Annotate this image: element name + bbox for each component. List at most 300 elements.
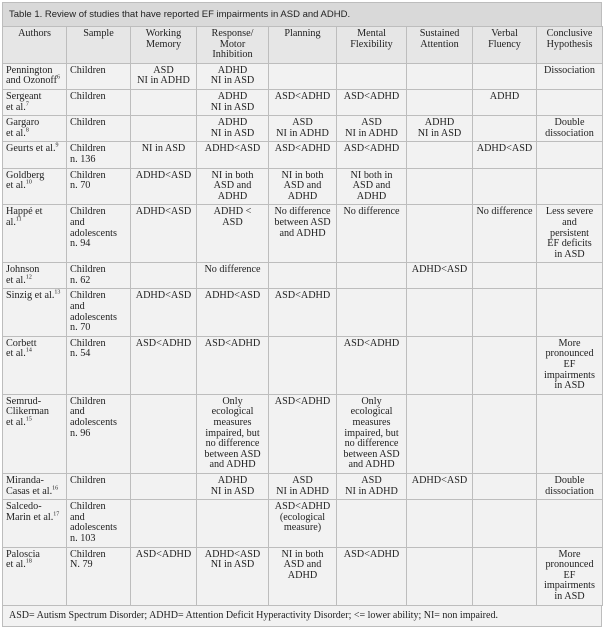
cell-text: ASD<ADHD xyxy=(274,395,331,407)
cell-text: dissociation xyxy=(545,485,594,497)
cell-text: Children xyxy=(70,206,106,218)
author-text: Casas et al.$^{16}$ xyxy=(6,485,59,497)
cell-verbal-fluency xyxy=(473,394,537,473)
cell-sustained-attention xyxy=(407,263,473,289)
cell-sample xyxy=(67,89,131,115)
cell-text: Children xyxy=(70,548,106,560)
header-text: Planning xyxy=(284,28,321,39)
author-text: Pennington xyxy=(6,64,53,76)
table-row xyxy=(3,116,603,142)
cell-sample xyxy=(67,116,131,142)
cell-response-inhibition xyxy=(197,142,269,168)
cell-text: EF deficits xyxy=(547,238,592,250)
reference-number: 8 xyxy=(25,127,29,134)
cell-conclusive-hypothesis xyxy=(537,263,603,289)
cell-text: pronounced xyxy=(545,559,594,571)
author-text: al.$^{11}$ xyxy=(6,216,22,228)
table-row xyxy=(3,89,603,115)
cell-text: ADHD<ASD xyxy=(135,206,192,218)
cell-sustained-attention xyxy=(407,89,473,115)
cell-text: ADHD xyxy=(217,64,248,76)
cell-working-memory xyxy=(131,89,197,115)
header-verbal-fluency xyxy=(473,27,537,64)
cell-text: ADHD<ASD xyxy=(476,143,533,155)
cell-authors xyxy=(3,394,67,473)
cell-text: NI in ASD xyxy=(210,127,255,139)
cell-text: NI in both xyxy=(211,169,254,181)
cell-text: ASD and xyxy=(352,180,391,192)
cell-planning xyxy=(269,289,337,336)
cell-text: ADHD xyxy=(217,90,248,102)
cell-sample xyxy=(67,336,131,394)
cell-verbal-fluency xyxy=(473,205,537,263)
cell-text: ADHD<ASD xyxy=(135,169,192,181)
table-footnote: ASD= Autism Spectrum Disorder; ADHD= Attention Deficit Hyperactivity Disorder; <= lower ability; NI= non impaired. xyxy=(2,606,602,627)
review-table xyxy=(2,26,603,606)
cell-text: n. 96 xyxy=(70,427,91,439)
cell-text: ASD xyxy=(361,474,382,486)
cell-text: More xyxy=(558,337,581,349)
reference-number: 16 xyxy=(52,485,59,492)
cell-response-inhibition xyxy=(197,205,269,263)
cell-authors xyxy=(3,500,67,547)
cell-text: Less severe xyxy=(545,206,594,218)
cell-text: dissociation xyxy=(545,127,594,139)
cell-text: More xyxy=(558,548,581,560)
cell-text: adolescents xyxy=(70,522,117,534)
author-text: Johnson xyxy=(6,264,40,276)
cell-authors xyxy=(3,289,67,336)
cell-authors xyxy=(3,89,67,115)
cell-text: Only xyxy=(222,395,243,407)
cell-authors xyxy=(3,63,67,89)
cell-verbal-fluency xyxy=(473,500,537,547)
table-row xyxy=(3,394,603,473)
author-text: Clikerman xyxy=(6,406,50,418)
cell-planning xyxy=(269,547,337,605)
header-text: Response/ xyxy=(211,28,254,39)
header-row xyxy=(3,27,603,64)
cell-text: n. 136 xyxy=(70,153,96,165)
header-text: Flexibility xyxy=(350,38,393,50)
cell-planning xyxy=(269,336,337,394)
table-row xyxy=(3,547,603,605)
cell-text: Double xyxy=(554,117,585,129)
cell-sample xyxy=(67,205,131,263)
cell-mental-flexibility xyxy=(337,63,407,89)
cell-sustained-attention xyxy=(407,547,473,605)
header-text: Sustained xyxy=(419,28,460,39)
cell-text: ASD xyxy=(153,64,174,76)
cell-conclusive-hypothesis xyxy=(537,116,603,142)
cell-text: NI in ADHD xyxy=(345,485,398,497)
cell-text: ADHD xyxy=(217,117,248,129)
cell-text: n. 70 xyxy=(70,180,91,192)
header-text: Hypothesis xyxy=(546,38,593,50)
cell-authors xyxy=(3,168,67,205)
author-text: and Ozonoff$^6$ xyxy=(6,74,61,87)
cell-text: impairments xyxy=(544,580,595,592)
cell-text: NI in ASD xyxy=(141,143,186,155)
table-row xyxy=(3,63,603,89)
author-text: Marin et al.$^{17}$ xyxy=(6,511,60,523)
cell-text: measure) xyxy=(283,522,322,534)
author-text: Miranda- xyxy=(6,474,44,486)
cell-text: ADHD<ASD xyxy=(204,548,261,560)
table-row xyxy=(3,473,603,499)
cell-text: ASD<ADHD xyxy=(274,90,331,102)
cell-sustained-attention xyxy=(407,63,473,89)
cell-sustained-attention xyxy=(407,142,473,168)
cell-text: ASD xyxy=(222,216,243,228)
cell-working-memory xyxy=(131,205,197,263)
cell-text: n. 103 xyxy=(70,532,96,544)
reference-number: 12 xyxy=(25,274,32,281)
cell-text: n. 54 xyxy=(70,348,91,360)
header-text: Sample xyxy=(83,28,114,39)
cell-conclusive-hypothesis xyxy=(537,336,603,394)
cell-text: ADHD < xyxy=(213,206,252,218)
cell-text: and xyxy=(70,301,85,313)
cell-mental-flexibility xyxy=(337,336,407,394)
cell-verbal-fluency xyxy=(473,116,537,142)
cell-sustained-attention xyxy=(407,336,473,394)
cell-response-inhibition xyxy=(197,63,269,89)
cell-working-memory xyxy=(131,473,197,499)
cell-text: ADHD xyxy=(217,190,248,202)
cell-text: and ADHD xyxy=(348,459,395,471)
cell-text: ADHD xyxy=(489,90,520,102)
cell-text: ASD and xyxy=(283,180,322,192)
cell-working-memory xyxy=(131,500,197,547)
author-text: Corbett xyxy=(6,337,37,349)
cell-text: ADHD<ASD xyxy=(411,264,468,276)
header-response-inhibition xyxy=(197,27,269,64)
cell-response-inhibition xyxy=(197,336,269,394)
cell-sample xyxy=(67,63,131,89)
table-row xyxy=(3,168,603,205)
cell-planning xyxy=(269,63,337,89)
cell-mental-flexibility xyxy=(337,263,407,289)
cell-text: ASD xyxy=(292,474,313,486)
cell-conclusive-hypothesis xyxy=(537,168,603,205)
reference-number: 6 xyxy=(57,74,61,81)
cell-text: impaired, but xyxy=(205,427,260,439)
cell-working-memory xyxy=(131,116,197,142)
cell-planning xyxy=(269,500,337,547)
cell-conclusive-hypothesis xyxy=(537,547,603,605)
cell-text: (ecological xyxy=(279,511,326,523)
cell-planning xyxy=(269,473,337,499)
header-text: Mental xyxy=(357,28,386,39)
cell-text: ecological xyxy=(350,406,393,418)
cell-working-memory xyxy=(131,168,197,205)
cell-text: ADHD xyxy=(217,474,248,486)
cell-text: NI in ADHD xyxy=(276,127,329,139)
cell-text: NI in ADHD xyxy=(345,127,398,139)
cell-text: ADHD xyxy=(424,117,455,129)
header-mental-flexibility xyxy=(337,27,407,64)
cell-authors xyxy=(3,336,67,394)
table-row xyxy=(3,205,603,263)
cell-text: Children xyxy=(70,143,106,155)
cell-response-inhibition xyxy=(197,116,269,142)
author-text: et al.$^{10}$ xyxy=(6,179,32,192)
cell-working-memory xyxy=(131,63,197,89)
author-text: Salcedo- xyxy=(6,501,42,513)
cell-text: ASD<ADHD xyxy=(274,501,331,513)
header-text: Motor xyxy=(219,38,246,50)
cell-text: NI in ADHD xyxy=(137,75,190,87)
cell-response-inhibition xyxy=(197,394,269,473)
cell-response-inhibition xyxy=(197,500,269,547)
cell-text: ADHD xyxy=(287,190,318,202)
table-row xyxy=(3,289,603,336)
cell-sample xyxy=(67,263,131,289)
header-text: Memory xyxy=(145,38,182,50)
cell-working-memory xyxy=(131,142,197,168)
cell-mental-flexibility xyxy=(337,500,407,547)
author-text: et al.$^{12}$ xyxy=(6,274,32,286)
cell-authors xyxy=(3,263,67,289)
cell-conclusive-hypothesis xyxy=(537,394,603,473)
header-text: Authors xyxy=(18,28,51,39)
cell-verbal-fluency xyxy=(473,289,537,336)
cell-text: No difference xyxy=(204,264,261,276)
cell-text: n. 62 xyxy=(70,274,91,286)
cell-text: ASD<ADHD xyxy=(274,143,331,155)
header-text: Attention xyxy=(420,38,459,50)
cell-text: persistent xyxy=(549,227,590,239)
cell-text: adolescents xyxy=(70,227,117,239)
author-text: et al.$^{15}$ xyxy=(6,416,32,428)
cell-sample xyxy=(67,547,131,605)
cell-conclusive-hypothesis xyxy=(537,500,603,547)
cell-text: measures xyxy=(213,417,252,428)
header-text: Verbal xyxy=(491,28,518,39)
cell-verbal-fluency xyxy=(473,168,537,205)
cell-authors xyxy=(3,547,67,605)
cell-text: ASD<ADHD xyxy=(343,90,400,102)
cell-text: n. 70 xyxy=(70,322,91,334)
cell-verbal-fluency xyxy=(473,473,537,499)
cell-verbal-fluency xyxy=(473,89,537,115)
author-text: Geurts et al.$^9$ xyxy=(6,142,59,155)
reference-number: 15 xyxy=(25,416,32,423)
cell-working-memory xyxy=(131,336,197,394)
cell-text: ASD<ADHD xyxy=(135,337,192,349)
cell-text: between ASD xyxy=(274,216,331,228)
reference-number: 14 xyxy=(25,348,32,355)
cell-text: NI in ASD xyxy=(417,127,462,139)
cell-text: ADHD xyxy=(287,569,318,581)
cell-text: ADHD<ASD xyxy=(135,290,192,302)
cell-working-memory xyxy=(131,394,197,473)
cell-text: NI in ASD xyxy=(210,101,255,113)
cell-conclusive-hypothesis xyxy=(537,142,603,168)
header-text: Conclusive xyxy=(546,28,593,39)
cell-text: ASD xyxy=(361,117,382,129)
cell-conclusive-hypothesis xyxy=(537,205,603,263)
reference-number: 13 xyxy=(54,290,61,297)
cell-planning xyxy=(269,116,337,142)
cell-sustained-attention xyxy=(407,116,473,142)
cell-working-memory xyxy=(131,547,197,605)
author-text: Sinzig et al.$^{13}$ xyxy=(6,290,61,302)
cell-text: and xyxy=(70,216,85,228)
cell-text: Children xyxy=(70,395,106,407)
cell-text: No difference xyxy=(476,206,533,218)
cell-text: EF xyxy=(563,359,576,371)
cell-response-inhibition xyxy=(197,547,269,605)
reference-number: 9 xyxy=(55,142,59,149)
cell-text: NI in ASD xyxy=(210,75,255,87)
cell-text: Children xyxy=(70,169,106,181)
cell-working-memory xyxy=(131,289,197,336)
cell-text: No difference xyxy=(343,206,400,218)
cell-text: NI both in xyxy=(350,169,393,181)
header-working-memory xyxy=(131,27,197,64)
cell-text: impairments xyxy=(544,369,595,381)
cell-text: ADHD<ASD xyxy=(411,474,468,486)
cell-planning xyxy=(269,263,337,289)
cell-sample xyxy=(67,168,131,205)
cell-text: Only xyxy=(361,395,382,407)
cell-mental-flexibility xyxy=(337,89,407,115)
header-sustained-attention xyxy=(407,27,473,64)
cell-text: ASD<ADHD xyxy=(343,337,400,349)
cell-text: NI in ASD xyxy=(210,559,255,571)
cell-text: Children xyxy=(70,64,106,76)
cell-text: adolescents xyxy=(70,311,117,323)
cell-mental-flexibility xyxy=(337,142,407,168)
cell-planning xyxy=(269,168,337,205)
cell-text: ASD<ADHD xyxy=(343,548,400,560)
cell-text: impaired, but xyxy=(344,427,399,439)
header-text: Working xyxy=(145,28,182,39)
cell-sustained-attention xyxy=(407,205,473,263)
cell-text: in ASD xyxy=(554,248,585,260)
cell-text: ASD xyxy=(292,117,313,129)
table-caption: Table 1. Review of studies that have reported EF impairments in ASD and ADHD. xyxy=(2,2,602,26)
cell-mental-flexibility xyxy=(337,473,407,499)
cell-text: n. 94 xyxy=(70,238,91,250)
table-row xyxy=(3,263,603,289)
author-text: Goldberg xyxy=(6,169,45,181)
cell-sustained-attention xyxy=(407,473,473,499)
reference-number: 17 xyxy=(53,511,60,518)
header-planning xyxy=(269,27,337,64)
cell-text: NI in ADHD xyxy=(276,485,329,497)
cell-text: Children xyxy=(70,474,106,486)
cell-text: no difference xyxy=(205,438,260,450)
cell-text: No difference xyxy=(274,206,331,218)
cell-text: and xyxy=(70,511,85,523)
cell-conclusive-hypothesis xyxy=(537,473,603,499)
author-text: Gargaro xyxy=(6,117,40,129)
cell-response-inhibition xyxy=(197,168,269,205)
cell-text: Dissociation xyxy=(544,64,595,76)
header-text: Inhibition xyxy=(212,49,253,61)
cell-text: ASD<ADHD xyxy=(135,548,192,560)
cell-response-inhibition xyxy=(197,289,269,336)
cell-mental-flexibility xyxy=(337,547,407,605)
cell-text: ASD and xyxy=(283,559,322,571)
table-figure xyxy=(2,2,602,627)
cell-text: pronounced xyxy=(545,348,594,360)
header-conclusive-hypothesis xyxy=(537,27,603,64)
cell-sustained-attention xyxy=(407,289,473,336)
author-text: Sergeant xyxy=(6,90,42,102)
cell-text: NI in both xyxy=(281,169,324,181)
cell-sample xyxy=(67,142,131,168)
author-text: Semrud- xyxy=(6,395,42,407)
cell-text: adolescents xyxy=(70,417,117,428)
cell-text: NI in both xyxy=(281,548,324,560)
cell-text: ASD<ADHD xyxy=(274,290,331,302)
cell-mental-flexibility xyxy=(337,289,407,336)
cell-planning xyxy=(269,394,337,473)
cell-mental-flexibility xyxy=(337,116,407,142)
cell-sample xyxy=(67,473,131,499)
cell-text: and ADHD xyxy=(209,459,256,471)
cell-mental-flexibility xyxy=(337,394,407,473)
cell-text: and ADHD xyxy=(279,227,326,239)
cell-text: measures xyxy=(352,417,391,428)
cell-text: EF xyxy=(563,569,576,581)
table-body xyxy=(3,63,603,605)
reference-number: 11 xyxy=(15,216,22,223)
header-authors xyxy=(3,27,67,64)
cell-text: Children xyxy=(70,264,106,276)
author-text: Paloscia xyxy=(6,548,40,560)
cell-text: between ASD xyxy=(343,448,400,460)
reference-number: 18 xyxy=(25,558,32,565)
cell-planning xyxy=(269,142,337,168)
header-text: Fluency xyxy=(488,38,521,50)
cell-response-inhibition xyxy=(197,473,269,499)
cell-text: Double xyxy=(554,474,585,486)
cell-mental-flexibility xyxy=(337,168,407,205)
cell-sample xyxy=(67,289,131,336)
cell-text: between ASD xyxy=(204,448,261,460)
cell-text: Children xyxy=(70,117,106,129)
cell-text: and xyxy=(70,406,85,418)
author-text: et al.$^8$ xyxy=(6,127,29,139)
cell-conclusive-hypothesis xyxy=(537,289,603,336)
cell-text: ASD<ADHD xyxy=(204,337,261,349)
cell-planning xyxy=(269,89,337,115)
cell-response-inhibition xyxy=(197,89,269,115)
cell-text: ADHD xyxy=(356,190,387,202)
cell-verbal-fluency xyxy=(473,63,537,89)
cell-authors xyxy=(3,116,67,142)
cell-authors xyxy=(3,205,67,263)
cell-verbal-fluency xyxy=(473,142,537,168)
cell-sample xyxy=(67,500,131,547)
cell-conclusive-hypothesis xyxy=(537,63,603,89)
cell-text: in ASD xyxy=(554,380,585,392)
cell-response-inhibition xyxy=(197,263,269,289)
cell-sustained-attention xyxy=(407,168,473,205)
table-row xyxy=(3,336,603,394)
cell-authors xyxy=(3,142,67,168)
table-row xyxy=(3,500,603,547)
cell-mental-flexibility xyxy=(337,205,407,263)
cell-working-memory xyxy=(131,263,197,289)
cell-verbal-fluency xyxy=(473,336,537,394)
cell-text: in ASD xyxy=(554,590,585,602)
